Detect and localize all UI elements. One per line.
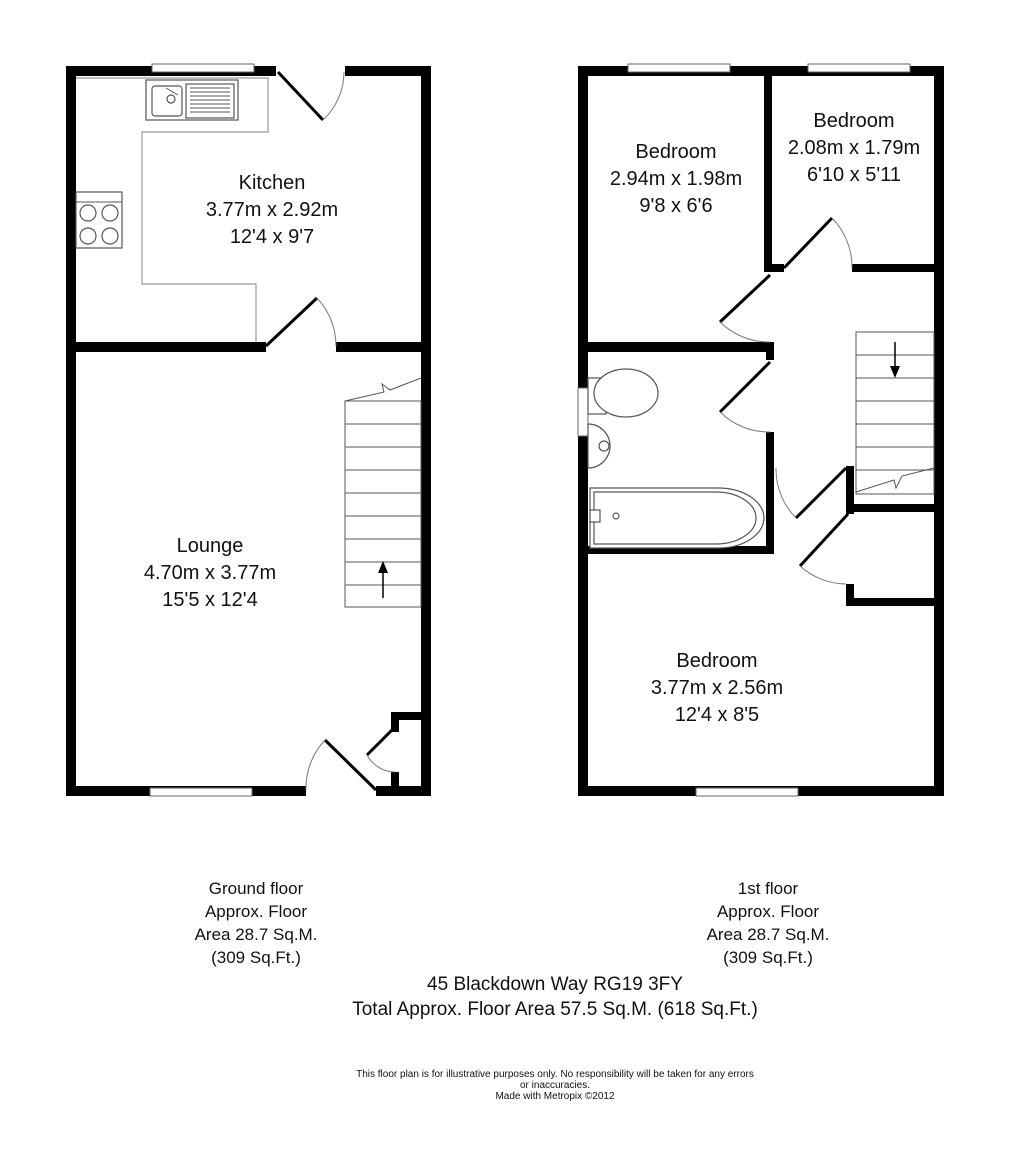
bath-icon — [590, 488, 764, 548]
toilet-icon — [588, 369, 658, 417]
disclaimer — [320, 1069, 790, 1102]
ground-caption-line: Area 28.7 Sq.M. — [194, 925, 318, 944]
made-with-credit: Made with Metropix ©2012 — [495, 1091, 615, 1102]
ground-wall-top-right — [345, 66, 431, 76]
lounge-window — [150, 788, 252, 796]
bedroom1-metric: 2.94m x 1.98m — [609, 168, 743, 190]
bedroom2-window — [808, 64, 910, 72]
ground-stairs-icon — [345, 378, 421, 607]
bedroom1-name: Bedroom — [635, 141, 717, 163]
disclaimer-line-2: or inaccuracies. — [519, 1080, 591, 1091]
ground-partition-left — [66, 342, 266, 352]
bedroom2-wall-bottom — [852, 264, 942, 272]
bedroom3-name: Bedroom — [676, 650, 758, 672]
hob-icon — [76, 192, 122, 248]
cupboard-wall-bottom-first — [846, 598, 942, 606]
first-wall-right — [934, 66, 944, 796]
ground-wall-bottom-right — [376, 786, 431, 796]
lounge-metric: 4.70m x 3.77m — [143, 562, 277, 584]
bedroom3-metric: 3.77m x 2.56m — [650, 677, 784, 699]
bathroom-wall-top-end — [766, 342, 774, 360]
bedroom3-window — [696, 788, 798, 796]
kitchen-back-door-icon — [278, 72, 344, 120]
cupboard-wall-side-lower — [391, 772, 399, 792]
bedroom3-imperial: 12'4 x 8'5 — [674, 704, 760, 726]
bedroom3-door-icon — [776, 468, 846, 518]
bathroom-door-icon — [720, 362, 770, 432]
basin-icon — [588, 424, 610, 468]
ground-wall-right — [421, 66, 431, 796]
first-caption-line: Approx. Floor — [716, 902, 820, 921]
kitchen-lounge-door-icon — [266, 298, 336, 346]
ground-caption-line: (309 Sq.Ft.) — [211, 948, 301, 967]
ground-caption-line: Approx. Floor — [204, 902, 308, 921]
lounge-name: Lounge — [176, 535, 244, 557]
bedroom2-door-icon — [784, 218, 852, 268]
ground-wall-left — [66, 66, 76, 796]
ground-floor-caption — [156, 877, 356, 969]
front-door-icon — [306, 740, 376, 790]
bedroom1-window — [628, 64, 730, 72]
disclaimer-line-1: This floor plan is for illustrative purposes only. No responsibility will be taken for any errors — [356, 1069, 754, 1080]
first-cupboard-door-icon — [800, 514, 848, 584]
bedroom1-imperial: 9'8 x 6'6 — [639, 195, 713, 217]
kitchen-metric: 3.77m x 2.92m — [205, 199, 339, 221]
first-caption-line: Area 28.7 Sq.M. — [706, 925, 830, 944]
bedroom1-door-icon — [720, 275, 770, 342]
bedroom2-imperial: 6'10 x 5'11 — [806, 164, 902, 186]
first-stairs-icon — [856, 332, 934, 494]
bathroom-window — [578, 388, 588, 436]
cupboard-wall-top-first — [846, 504, 942, 512]
ground-caption-line: Ground floor — [208, 879, 304, 898]
lounge-imperial: 15'5 x 12'4 — [162, 589, 258, 611]
first-caption-line: 1st floor — [737, 879, 799, 898]
bathroom-wall-top — [578, 342, 774, 352]
sink-icon — [146, 80, 238, 120]
bedroom2-metric: 2.08m x 1.79m — [787, 137, 921, 159]
kitchen-imperial: 12'4 x 9'7 — [229, 226, 315, 248]
first-caption-line: (309 Sq.Ft.) — [723, 948, 813, 967]
bedroom2-name: Bedroom — [813, 110, 895, 132]
cupboard-door-icon — [367, 725, 397, 772]
total-area: Total Approx. Floor Area 57.5 Sq.M. (618 Sq.Ft.) — [352, 999, 758, 1020]
bedroom-divider-foot — [764, 264, 784, 272]
ground-partition-right — [336, 342, 431, 352]
property-summary — [0, 972, 1024, 1022]
kitchen-window — [152, 64, 254, 72]
address: 45 Blackdown Way RG19 3FY — [427, 974, 683, 995]
first-floor-caption — [668, 877, 868, 969]
kitchen-name: Kitchen — [238, 172, 306, 194]
bathroom-wall-right — [766, 432, 774, 554]
bedroom-divider — [764, 66, 772, 272]
